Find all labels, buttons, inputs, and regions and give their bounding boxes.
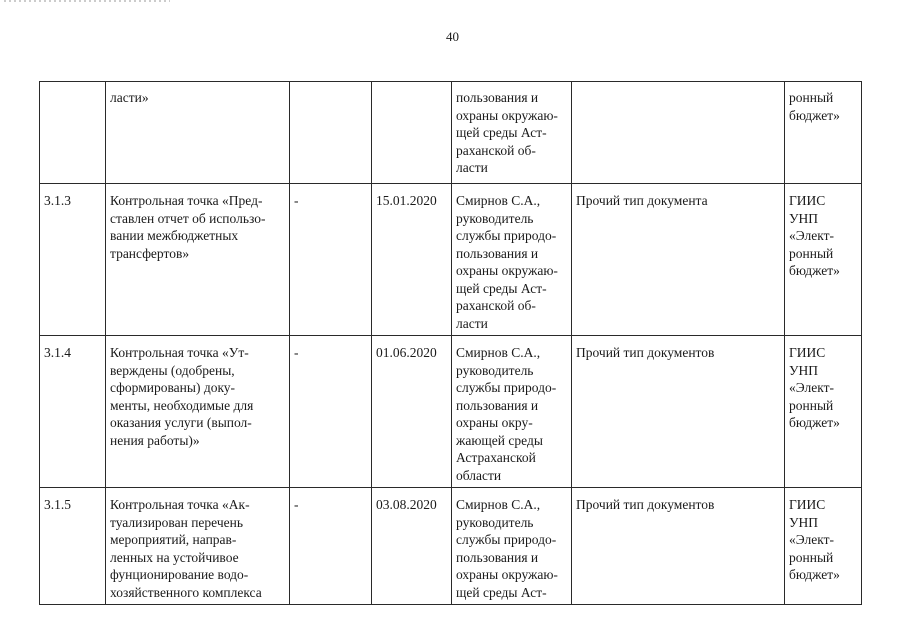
- cell-date: [372, 82, 452, 184]
- cell-number: 3.1.5: [40, 488, 106, 605]
- cell-name: ласти»: [106, 82, 290, 184]
- cell-name: Контрольная точка «Пред- ставлен отчет об использо- вании межбюджетных трансфертов»: [106, 184, 290, 336]
- cell-prev: -: [290, 336, 372, 488]
- cell-responsible: пользования и охраны окружаю- щей среды Аст- раханской об- ласти: [452, 82, 572, 184]
- table-row: [40, 82, 862, 184]
- cell-prev: [290, 82, 372, 184]
- cell-name: Контрольная точка «Ут- верждены (одобрены, сформированы) доку- менты, необходимые для оказания услуги (выпол- нения работы)»: [106, 336, 290, 488]
- cell-system: ГИИС УНП «Элект- ронный бюджет»: [785, 184, 862, 336]
- table-row: [40, 336, 862, 488]
- scan-edge-mark: [0, 0, 200, 4]
- cell-responsible: Смирнов С.А., руководитель службы природо- пользования и охраны окру- жающей среды Астраханской области: [452, 336, 572, 488]
- table-row: [40, 488, 862, 605]
- cell-system: ГИИС УНП «Элект- ронный бюджет»: [785, 488, 862, 605]
- cell-number: 3.1.4: [40, 336, 106, 488]
- cell-doc-type: Прочий тип документов: [572, 336, 785, 488]
- cell-doc-type: Прочий тип документов: [572, 488, 785, 605]
- cell-date: 03.08.2020: [372, 488, 452, 605]
- control-points-table: [39, 81, 862, 605]
- cell-date: 01.06.2020: [372, 336, 452, 488]
- cell-responsible: Смирнов С.А., руководитель службы природо- пользования и охраны окружаю- щей среды Аст-: [452, 488, 572, 605]
- cell-number: [40, 82, 106, 184]
- cell-system: ронный бюджет»: [785, 82, 862, 184]
- cell-doc-type: [572, 82, 785, 184]
- cell-system: ГИИС УНП «Элект- ронный бюджет»: [785, 336, 862, 488]
- cell-number: 3.1.3: [40, 184, 106, 336]
- cell-responsible: Смирнов С.А., руководитель службы природо- пользования и охраны окружаю- щей среды Аст- раханской об- ласти: [452, 184, 572, 336]
- cell-name: Контрольная точка «Ак- туализирован перечень мероприятий, направ- ленных на устойчивое фунционирование водо- хозяйственного комплекса: [106, 488, 290, 605]
- cell-date: 15.01.2020: [372, 184, 452, 336]
- cell-prev: -: [290, 488, 372, 605]
- page-number: 40: [446, 29, 459, 44]
- table-row: [40, 184, 862, 336]
- cell-doc-type: Прочий тип документа: [572, 184, 785, 336]
- cell-prev: -: [290, 184, 372, 336]
